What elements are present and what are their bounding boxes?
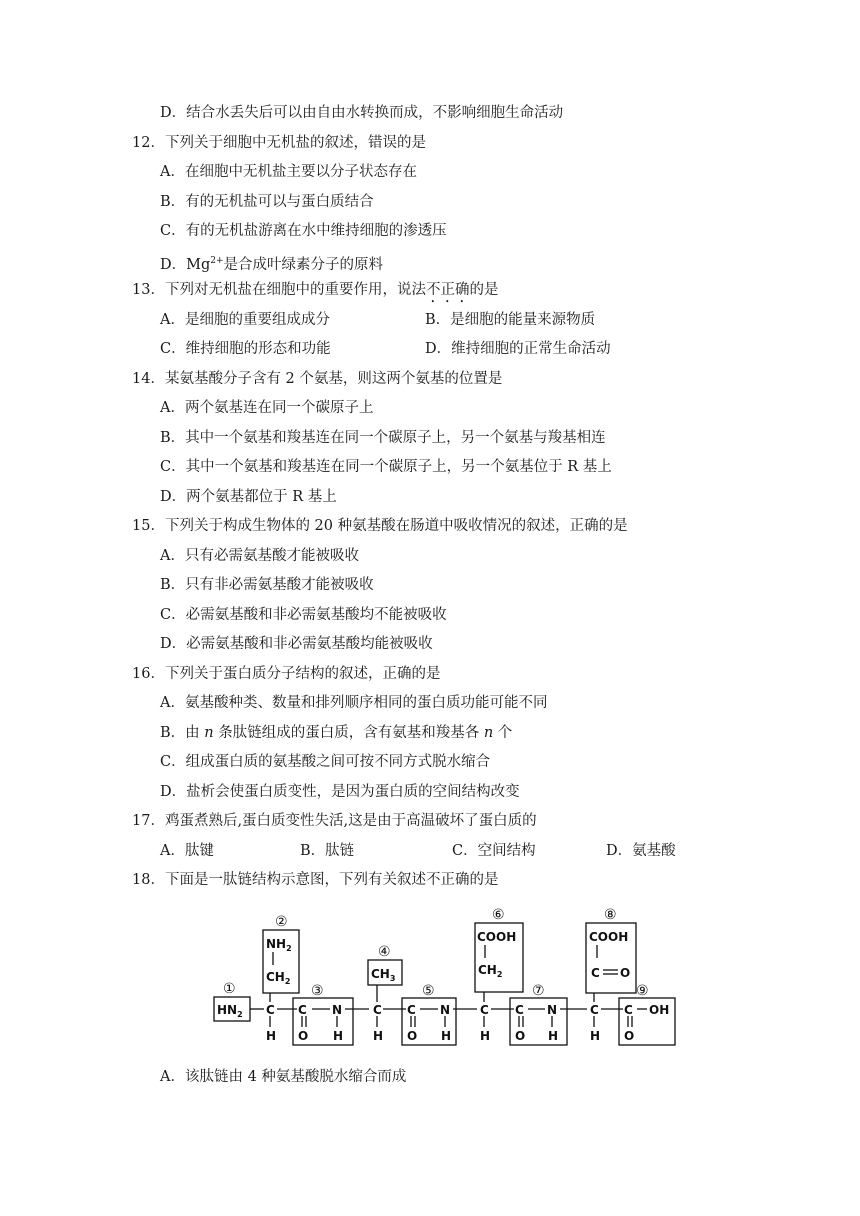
q13-option-d: D．维持细胞的正常生命活动 bbox=[425, 341, 611, 357]
q15-option-d: D．必需氨基酸和非必需氨基酸均能被吸收 bbox=[160, 636, 433, 652]
r8-c: C bbox=[591, 966, 600, 980]
r6-cooh: COOH bbox=[477, 930, 517, 944]
peptide7-c: C bbox=[515, 1003, 524, 1017]
label-5: ⑤ bbox=[422, 983, 435, 999]
q14-option-d: D．两个氨基都位于 R 基上 bbox=[160, 489, 337, 505]
peptide7-o: O bbox=[515, 1029, 526, 1043]
r6-ch-sub: 2 bbox=[496, 970, 503, 979]
r4-ch-sub: 3 bbox=[389, 974, 396, 983]
q14-option-a: A．两个氨基连在同一个碳原子上 bbox=[160, 400, 374, 416]
alpha-c-2: C bbox=[373, 1003, 382, 1017]
q12d-charge: 2+ bbox=[210, 256, 224, 266]
label-8: ⑧ bbox=[604, 907, 617, 923]
q16-option-d: D．盐析会使蛋白质变性，是因为蛋白质的空间结构改变 bbox=[160, 784, 520, 800]
alpha-c-3: C bbox=[480, 1003, 489, 1017]
q16-option-c: C．组成蛋白质的氨基酸之间可按不同方式脱水缩合 bbox=[160, 754, 491, 770]
question-13 bbox=[132, 281, 498, 306]
q16b-var-n-2: n bbox=[483, 725, 494, 741]
r2-ch2 bbox=[266, 970, 290, 986]
peptide5-n: N bbox=[440, 1003, 451, 1017]
r6-ch2 bbox=[478, 963, 502, 979]
q12-option-a: A．在细胞中无机盐主要以分子状态存在 bbox=[160, 164, 417, 180]
label-6: ⑥ bbox=[492, 907, 505, 923]
q15-option-c: C．必需氨基酸和非必需氨基酸均不能被吸收 bbox=[160, 607, 447, 623]
r2-nh-sub: 2 bbox=[286, 944, 292, 953]
peptide-chain-diagram bbox=[205, 903, 680, 1053]
q17-option-b: B．肽链 bbox=[300, 843, 355, 859]
question-16: 16．下列关于蛋白质分子结构的叙述，正确的是 bbox=[132, 666, 441, 682]
label-3: ③ bbox=[311, 983, 324, 999]
q13-suffix: 的是 bbox=[469, 282, 499, 298]
q15-option-a: A．只有必需氨基酸才能被吸收 bbox=[160, 548, 359, 564]
peptide3-h: H bbox=[333, 1029, 344, 1043]
q12-option-d bbox=[160, 252, 383, 274]
q16b-prefix: B．由 bbox=[160, 725, 205, 741]
q17-option-d: D．氨基酸 bbox=[606, 843, 676, 859]
question-15: 15．下列关于构成生物体的 20 种氨基酸在肠道中吸收情况的叙述，正确的是 bbox=[132, 518, 628, 534]
label-4: ④ bbox=[378, 944, 391, 960]
r6-ch-text: CH bbox=[478, 963, 497, 977]
q13-option-a: A．是细胞的重要组成成分 bbox=[160, 312, 330, 328]
r2-nh2 bbox=[266, 937, 292, 953]
q12d-prefix: D．Mg bbox=[160, 256, 211, 273]
peptide3-c: C bbox=[298, 1003, 307, 1017]
q17-option-c: C．空间结构 bbox=[452, 843, 536, 859]
amino-hn-sub: 2 bbox=[237, 1010, 243, 1019]
q17-option-a: A．肽键 bbox=[160, 843, 214, 859]
peptide5-h: H bbox=[441, 1029, 452, 1043]
alpha-c-1: C bbox=[266, 1003, 275, 1017]
peptide5-c: C bbox=[407, 1003, 416, 1017]
q12d-suffix: 是合成叶绿素分子的原料 bbox=[223, 256, 384, 273]
r8-cooh: COOH bbox=[589, 930, 629, 944]
q16b-var-n: n bbox=[204, 725, 214, 741]
peptide3-o: O bbox=[298, 1029, 309, 1043]
peptide3-n: N bbox=[332, 1003, 343, 1017]
q12-option-c: C．有的无机盐游离在水中维持细胞的渗透压 bbox=[160, 223, 447, 239]
q13-emphasis: 不正确 bbox=[425, 282, 470, 298]
carboxyl-oh: OH bbox=[649, 1003, 670, 1017]
q13-option-b: B．是细胞的能量来源物质 bbox=[425, 312, 596, 328]
alpha-c-4: C bbox=[590, 1003, 599, 1017]
question-18: 18．下面是一肽链结构示意图，下列有关叙述不正确的是 bbox=[132, 872, 499, 888]
label-2: ② bbox=[275, 914, 288, 930]
r2-ch-sub: 2 bbox=[284, 977, 291, 986]
alpha-h-2: H bbox=[373, 1029, 384, 1043]
q11-option-d: D．结合水丢失后可以由自由水转换而成，不影响细胞生命活动 bbox=[160, 105, 564, 121]
alpha-h-4: H bbox=[590, 1029, 601, 1043]
label-7: ⑦ bbox=[532, 983, 545, 999]
q16b-suffix: 个 bbox=[493, 725, 513, 741]
q14-option-b: B．其中一个氨基和羧基连在同一个碳原子上，另一个氨基与羧基相连 bbox=[160, 430, 606, 446]
carboxyl-c: C bbox=[624, 1003, 633, 1017]
carboxyl-o: O bbox=[624, 1029, 635, 1043]
r8-o: O bbox=[620, 966, 631, 980]
question-17: 17．鸡蛋煮熟后,蛋白质变性失活,这是由于高温破坏了蛋白质的 bbox=[132, 813, 537, 829]
q12-option-b: B．有的无机盐可以与蛋白质结合 bbox=[160, 194, 374, 210]
r2-ch-text: CH bbox=[266, 970, 285, 984]
q14-option-c: C．其中一个氨基和羧基连在同一个碳原子上，另一个氨基位于 R 基上 bbox=[160, 459, 612, 475]
alpha-h-3: H bbox=[480, 1029, 491, 1043]
r2-nh-text: NH bbox=[266, 937, 287, 951]
q15-option-b: B．只有非必需氨基酸才能被吸收 bbox=[160, 577, 374, 593]
r4-ch3 bbox=[371, 967, 395, 983]
q16b-middle: 条肽链组成的蛋白质，含有氨基和羧基各 bbox=[213, 725, 484, 741]
alpha-h-1: H bbox=[266, 1029, 277, 1043]
peptide7-h: H bbox=[548, 1029, 559, 1043]
question-12: 12．下列关于细胞中无机盐的叙述，错误的是 bbox=[132, 135, 426, 151]
peptide5-o: O bbox=[407, 1029, 418, 1043]
peptide7-n: N bbox=[547, 1003, 558, 1017]
amino-hn bbox=[217, 1003, 243, 1019]
label-9: ⑨ bbox=[636, 983, 649, 999]
label-1: ① bbox=[223, 981, 236, 997]
q13-option-c: C．维持细胞的形态和功能 bbox=[160, 341, 331, 357]
q18-option-a: A．该肽链由 4 种氨基酸脱水缩合而成 bbox=[160, 1069, 407, 1085]
q16-option-b bbox=[160, 724, 512, 742]
q13-prefix: 13．下列对无机盐在细胞中的重要作用，说法 bbox=[132, 282, 426, 298]
r4-ch-text: CH bbox=[371, 967, 390, 981]
q16-option-a: A．氨基酸种类、数量和排列顺序相同的蛋白质功能可能不同 bbox=[160, 695, 548, 711]
amino-hn-text: HN bbox=[217, 1003, 238, 1017]
question-14: 14．某氨基酸分子含有 2 个氨基，则这两个氨基的位置是 bbox=[132, 371, 503, 387]
